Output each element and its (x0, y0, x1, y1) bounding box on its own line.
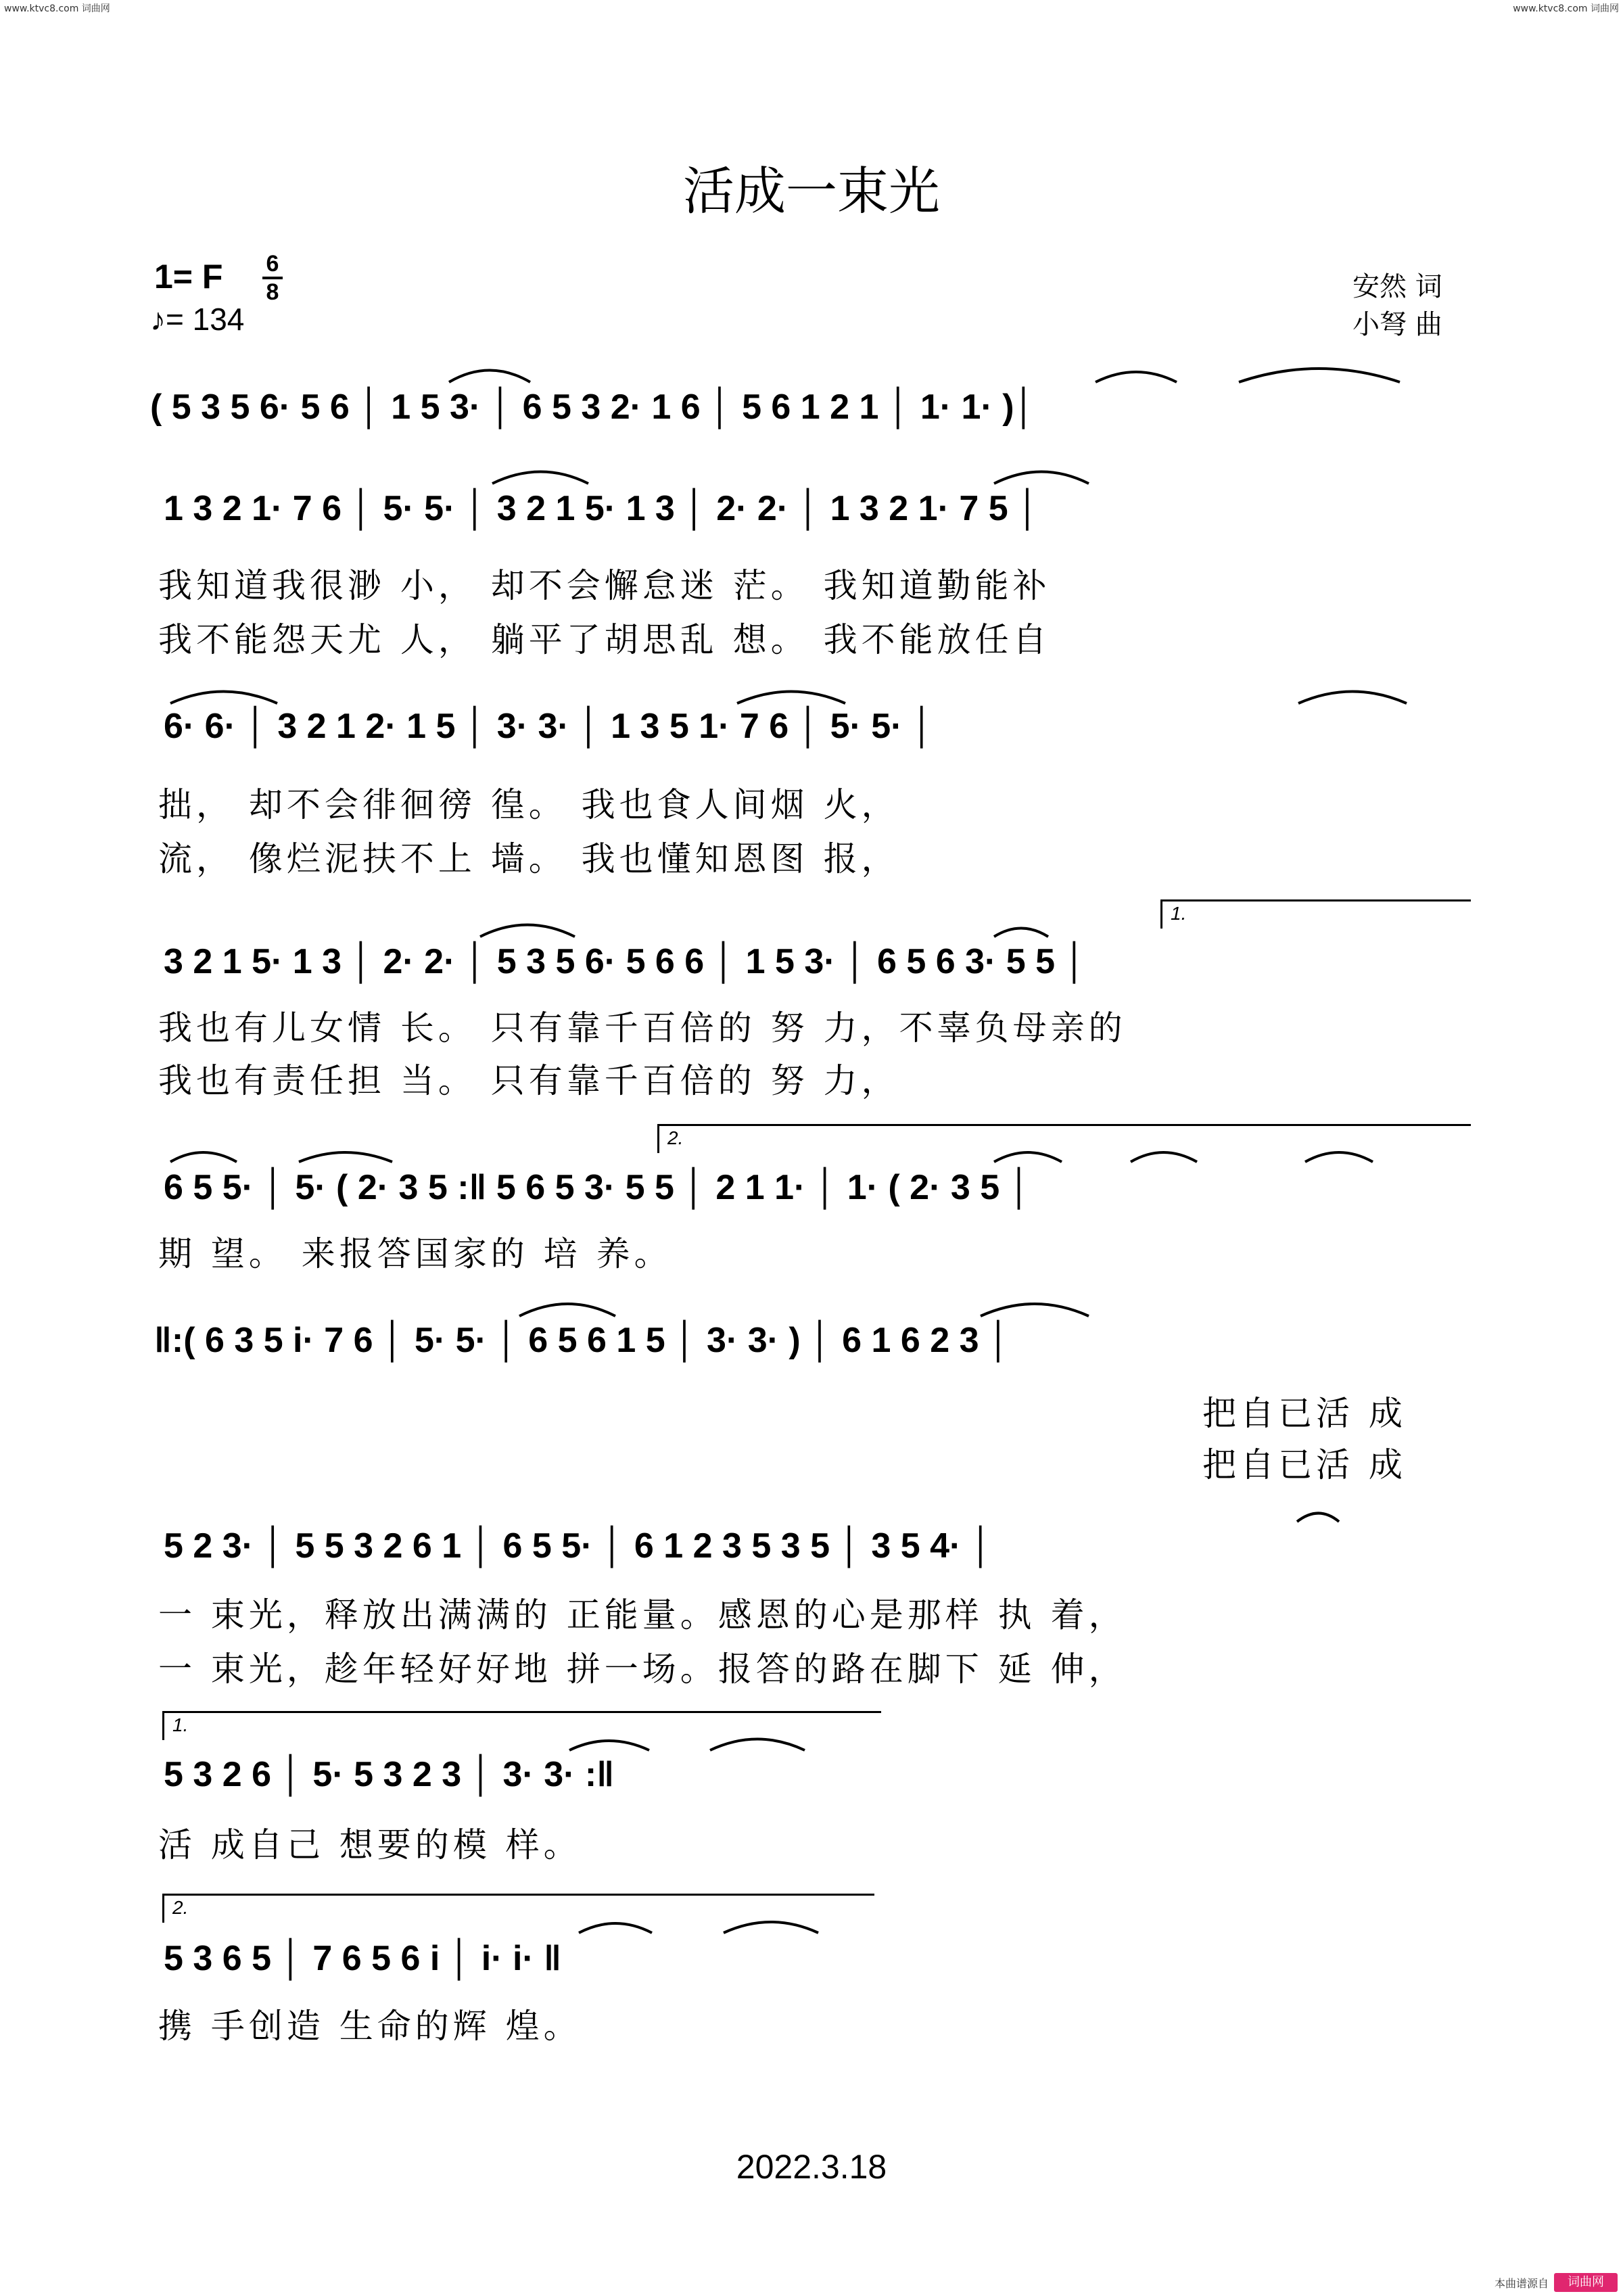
notation-line-7: 5 2 3· │ 5 5 3 2 6 1 │ 6 5 5· │ 6 1 2 3 5 3 5 │ 3 5 4· │ (164, 1526, 993, 1566)
lyric-line-7b: 一 束光，趁年轻好好地 拼一场。报答的路在脚下 延 伸， (158, 1649, 1127, 1689)
lyric-line-3b: 流， 像烂泥扶不上 墙。 我也懂知恩图 报， (158, 839, 899, 878)
notation-line-4: 3 2 1 5· 1 3 │ 2· 2· │ 5 3 5 6· 5 6 6 │ 1 5 3· │ 6 5 6 3· 5 5 │ (164, 942, 1087, 981)
volta-first-2: 1. (162, 1711, 881, 1740)
lyric-line-3a: 拙， 却不会徘徊徬 徨。 我也食人间烟 火， (158, 785, 899, 824)
notation-line-5: 6 5 5· │ 5· ( 2· 3 5 :‖ 5 6 5 3· 5 5 │ 2 1 1· │ 1· ( 2· 3 5 │ (164, 1168, 1032, 1207)
site-watermark-right: www.ktvc8.com 词曲网 (1513, 3, 1619, 14)
volta-first-1: 1. (1160, 899, 1471, 929)
tempo-marking: ♪= 134 (150, 302, 245, 337)
lyric-line-7a: 一 束光，释放出满满的 正能量。感恩的心是那样 执 着， (158, 1595, 1127, 1635)
lyric-line-2b: 我不能怨天尤 人， 躺平了胡思乱 想。 我不能放任自 (158, 620, 1051, 659)
notation-line-6: ‖:( 6 3 5 i· 7 6 │ 5· 5· │ 6 5 6 1 5 │ 3· 3· ) │ 6 1 6 2 3 │ (154, 1321, 1011, 1360)
volta-second-1: 2. (657, 1124, 1471, 1153)
notation-line-2: 1 3 2 1· 7 6 │ 5· 5· │ 3 2 1 5· 1 3 │ 2· 2· │ 1 3 2 1· 7 5 │ (164, 489, 1040, 528)
lyricist-credit: 安然 词 (1352, 271, 1442, 302)
time-sig-numerator: 6 (266, 251, 279, 277)
lyric-line-6b: 把自已活 成 (1202, 1445, 1407, 1484)
lyric-line-6a: 把自已活 成 (1202, 1394, 1407, 1433)
volta-second-2: 2. (162, 1894, 874, 1923)
site-logo[interactable]: 词曲网 (1554, 2273, 1618, 2292)
page-title: 活成一束光 (683, 161, 940, 221)
footer-date: 2022.3.18 (736, 2148, 887, 2186)
lyric-line-5a: 期 望。 来报答国家的 培 养。 (158, 1234, 672, 1273)
notation-line-9: 5 3 6 5 │ 7 6 5 6 i │ i· i· ‖ (164, 1939, 562, 1978)
site-watermark-left: www.ktvc8.com 词曲网 (4, 3, 110, 14)
key-signature: 1= F (154, 258, 223, 296)
composer-credit: 小弩 曲 (1352, 309, 1442, 340)
lyric-line-4b: 我也有责任担 当。 只有靠千百倍的 努 力， (158, 1061, 899, 1100)
notation-line-8: 5 3 2 6 │ 5· 5 3 2 3 │ 3· 3· :‖ (164, 1755, 615, 1794)
source-note: 本曲谱源自 (1494, 2277, 1549, 2290)
lyric-line-8a: 活 成自己 想要的模 样。 (158, 1825, 582, 1865)
notation-line-3: 6· 6· │ 3 2 1 2· 1 5 │ 3· 3· │ 1 3 5 1· 7 6 │ 5· 5· │ (164, 707, 935, 746)
notation-line-1: ( 5 3 5 6· 5 6 │ 1 5 3· │ 6 5 3 2· 1 6 │ 5 6 1 2 1 │ 1· 1· )│ (150, 388, 1037, 427)
time-sig-denominator: 8 (266, 279, 279, 305)
lyric-line-4a: 我也有儿女情 长。 只有靠千百倍的 努 力，不辜负母亲的 (158, 1008, 1127, 1048)
lyric-line-2a: 我知道我很渺 小， 却不会懈怠迷 茫。 我知道勤能补 (158, 566, 1051, 605)
lyric-line-9a: 携 手创造 生命的辉 煌。 (158, 2007, 582, 2046)
